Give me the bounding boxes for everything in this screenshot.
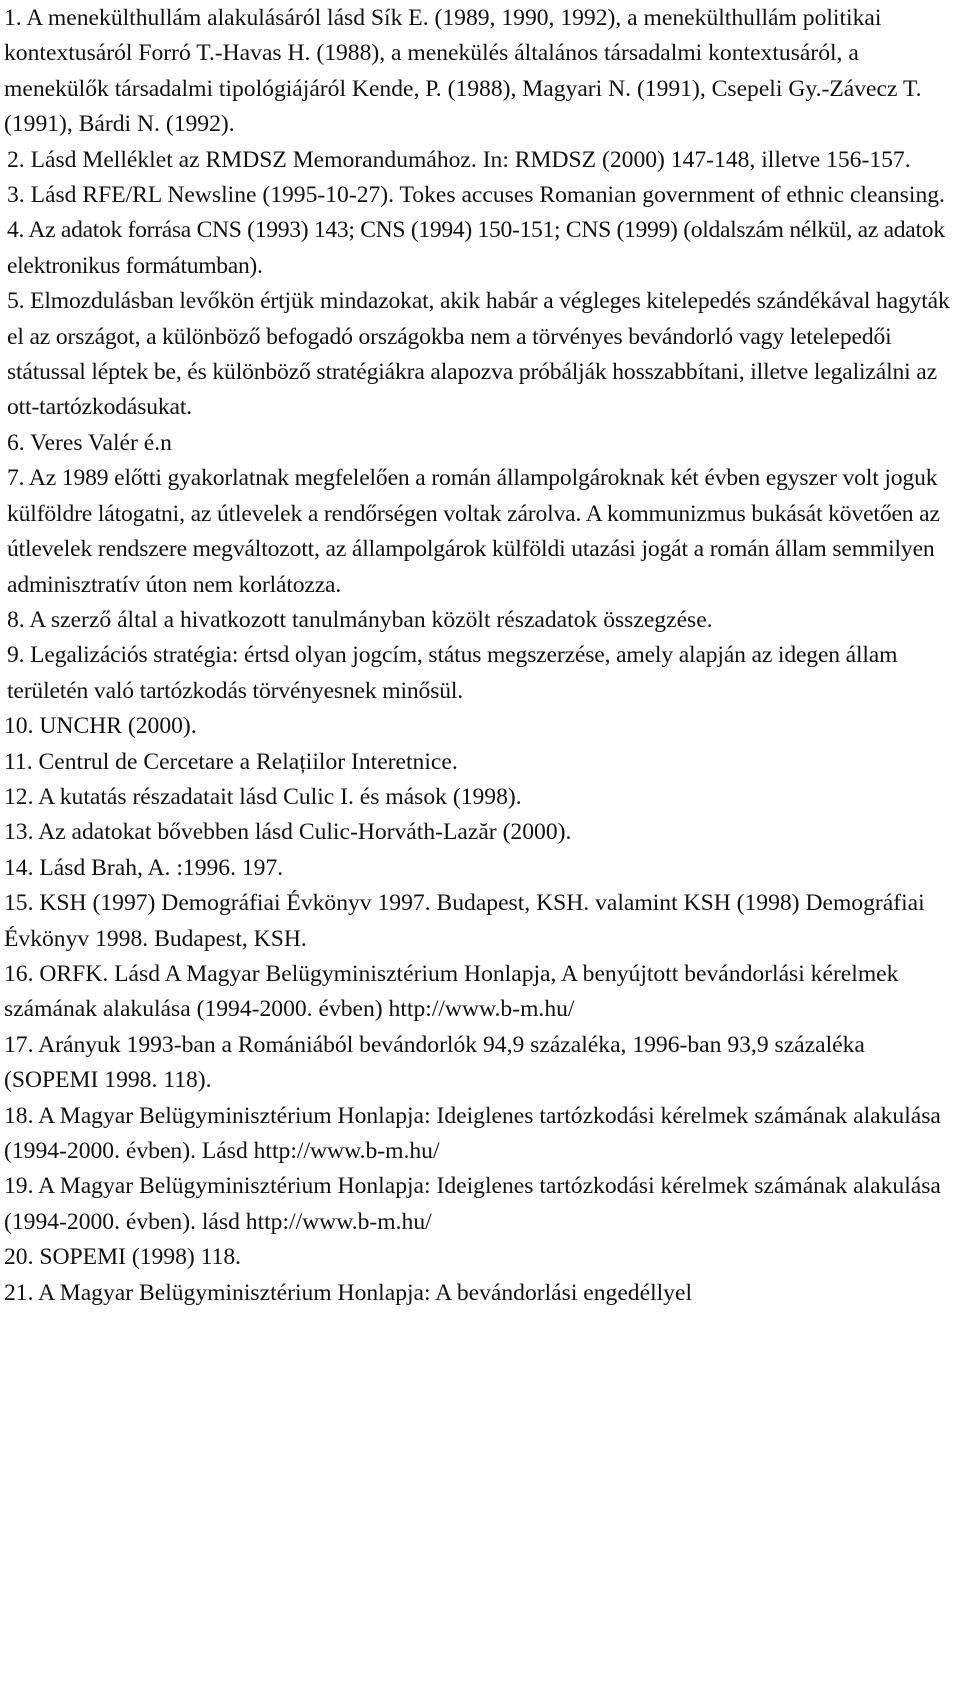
- footnote-12: 12. A kutatás részadatait lásd Culic I. és mások (1998).: [4, 783, 522, 810]
- footnote-1: 1. A menekülthullám alakulásáról lásd Sík E. (1989, 1990, 1992), a menekülthullám politikai kontextusáról Forró T.-Havas H. (1988), a menekülés általános társadalmi kontextusáról, a menekülők társadalmi tipológiájáról Kende, P. (1988), Magyari N. (1991), Csepeli Gy.-Závecz T. (1991), Bárdi N. (1992).: [4, 5, 922, 138]
- footnote-16: 16. ORFK. Lásd A Magyar Belügyminisztérium Honlapja, A benyújtott bevándorlási kérelmek számának alakulása (1994-2000. évben) http://www.b-m.hu/: [4, 960, 899, 1023]
- footnote-11: 11. Centrul de Cercetare a Relațiilor Interetnice.: [4, 748, 458, 775]
- footnote-14: 14. Lásd Brah, A. :1996. 197.: [4, 854, 284, 881]
- footnote-6: 6. Veres Valér é.n: [7, 429, 172, 456]
- footnote-20: 20. SOPEMI (1998) 118.: [4, 1244, 242, 1271]
- footnote-17: 17. Arányuk 1993-ban a Romániából bevándorlók 94,9 százaléka, 1996-ban 93,9 százaléka (SOPEMI 1998. 118).: [4, 1031, 865, 1094]
- footnote-18: 18. A Magyar Belügyminisztérium Honlapja: Ideiglenes tartózkodási kérelmek számának alakulása (1994-2000. évben). Lásd http://www.b-m.hu/: [4, 1102, 941, 1164]
- footnote-21: 21. A Magyar Belügyminisztérium Honlapja: A bevándorlási engedéllyel: [4, 1279, 693, 1306]
- footnotes-page: [4, 1, 952, 1311]
- footnote-8: 8. A szerző által a hivatkozott tanulmányban közölt részadatok összegzése.: [7, 606, 713, 633]
- footnote-13: 13. Az adatokat bővebben lásd Culic-Horváth-Lazăr (2000).: [4, 819, 572, 846]
- footnote-2: 2. Lásd Melléklet az RMDSZ Memorandumához. In: RMDSZ (2000) 147-148, illetve 156-157.: [7, 146, 911, 173]
- footnote-19: 19. A Magyar Belügyminisztérium Honlapja: Ideiglenes tartózkodási kérelmek számának alakulása (1994-2000. évben). lásd http://www.b-m.hu/: [4, 1173, 941, 1235]
- footnote-5: 5. Elmozdulásban levőkön értjük mindazokat, akik habár a végleges kitelepedés szándékával hagyták el az országot, a különböző befogadó országokba nem a törvényes bevándorló vagy letelepedői státussal léptek be, és különböző stratégiákra alapozva próbálják hosszabbítani, illetve legalizálni az ott-tartózkodásukat.: [7, 288, 950, 421]
- footnote-3: 3. Lásd RFE/RL Newsline (1995-10-27). Tokes accuses Romanian government of ethnic cleansing.: [7, 182, 945, 209]
- footnote-4: 4. Az adatok forrása CNS (1993) 143; CNS (1994) 150-151; CNS (1999) (oldalszám nélkül, az adatok elektronikus formátumban).: [7, 217, 945, 279]
- footnote-9: 9. Legalizációs stratégia: értsd olyan jogcím, státus megszerzése, amely alapján az idegen állam területén való tartózkodás törvényesnek minősül.: [7, 642, 898, 704]
- footnote-10: 10. UNCHR (2000).: [4, 713, 197, 740]
- footnote-7: 7. Az 1989 előtti gyakorlatnak megfelelően a román állampolgároknak két évben egyszer volt joguk külföldre látogatni, az útlevelek a rendőrségen voltak zárolva. A kommunizmus bukását követően az útlevelek rendszere megváltozott, az állampolgárok külföldi utazási jogát a román állam semmilyen adminisztratív úton nem korlátozza.: [7, 465, 940, 598]
- footnote-15: 15. KSH (1997) Demográfiai Évkönyv 1997. Budapest, KSH. valamint KSH (1998) Demográfiai Évkönyv 1998. Budapest, KSH.: [4, 890, 925, 952]
